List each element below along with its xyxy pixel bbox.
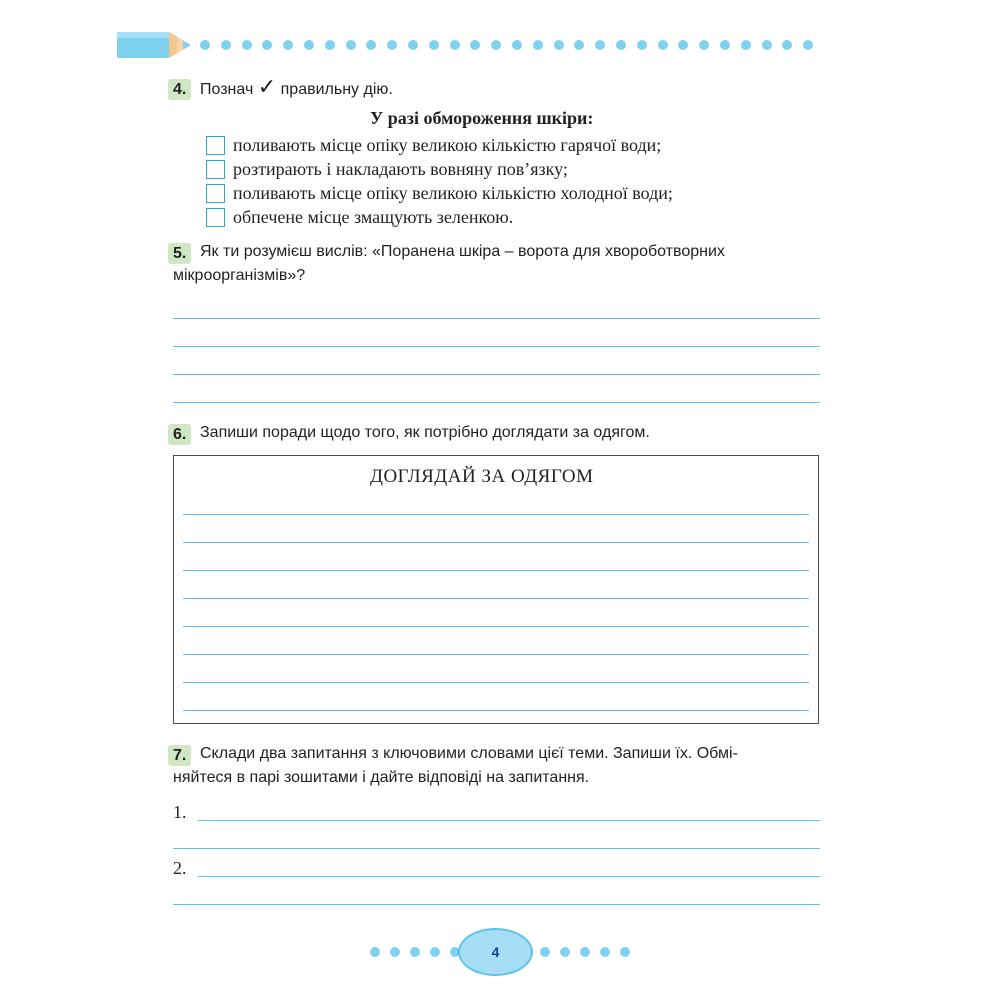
header-dot [304, 40, 314, 50]
task-4-instruction-after: правильну дію. [280, 81, 393, 98]
page-number [458, 928, 533, 976]
answer-line[interactable] [173, 904, 820, 905]
task-4-instruction [200, 76, 393, 102]
answer-line[interactable] [183, 514, 809, 515]
option-2 [206, 158, 568, 180]
header-dot [491, 40, 501, 50]
footer-dot [390, 947, 400, 957]
header-dot [658, 40, 668, 50]
option-4-checkbox[interactable] [206, 208, 225, 227]
answer-line[interactable] [198, 876, 820, 877]
check-mark-icon: ✓ [257, 75, 277, 100]
option-2-checkbox[interactable] [206, 160, 225, 179]
pencil-icon [117, 30, 205, 60]
task-6-text: Запиши поради щодо того, як потрібно доглядати за одягом. [200, 424, 650, 441]
answer-line[interactable] [173, 374, 820, 375]
answer-line[interactable] [183, 570, 809, 571]
care-advice-title: ДОГЛЯДАЙ ЗА ОДЯГОМ [370, 466, 594, 487]
task-4-number: 4. [168, 79, 191, 100]
header-dot [699, 40, 709, 50]
option-1-label: поливають місце опіку великою кількістю гарячої води; [233, 134, 662, 155]
header-dot [470, 40, 480, 50]
task-7-number: 7. [168, 745, 191, 766]
header-dot [262, 40, 272, 50]
option-3-checkbox[interactable] [206, 184, 225, 203]
header-dot [574, 40, 584, 50]
header-dot [325, 40, 335, 50]
answer-line[interactable] [173, 318, 820, 319]
answer-line[interactable] [183, 682, 809, 683]
option-4 [206, 206, 513, 228]
care-advice-box [173, 455, 819, 724]
option-2-label: розтирають і накладають вовняну пов’язку; [233, 158, 568, 179]
header-dot [803, 40, 813, 50]
answer-line[interactable] [183, 542, 809, 543]
task-5-line-2: мікроорганізмів»? [173, 267, 306, 284]
header-dot [387, 40, 397, 50]
header-dot [242, 40, 252, 50]
header-dot [595, 40, 605, 50]
task-7-line-2: няйтеся в парі зошитами і дайте відповіді на запитання. [173, 769, 590, 786]
option-4-label: обпечене місце змащують зеленкою. [233, 206, 514, 227]
option-3 [206, 182, 673, 204]
answer-line[interactable] [173, 402, 820, 403]
question-1-label: 1. [173, 802, 187, 822]
task-4-instruction-before: Познач [200, 81, 254, 98]
header-dot [346, 40, 356, 50]
header-dot [637, 40, 647, 50]
header-dots [200, 40, 840, 52]
header-dot [366, 40, 376, 50]
header-dot [200, 40, 210, 50]
footer-dot [430, 947, 440, 957]
task-7-line-1: Склади два запитання з ключовими словами цієї теми. Запиши їх. Обмі- [200, 745, 738, 762]
header-dot [678, 40, 688, 50]
header-dot [283, 40, 293, 50]
header-dot [512, 40, 522, 50]
option-1-checkbox[interactable] [206, 136, 225, 155]
footer-dot [560, 947, 570, 957]
header-dot [616, 40, 626, 50]
footer-dot [600, 947, 610, 957]
answer-line[interactable] [198, 820, 820, 821]
header-dot [408, 40, 418, 50]
answer-line[interactable] [173, 346, 820, 347]
option-3-label: поливають місце опіку великою кількістю холодної води; [233, 182, 673, 203]
header-dot [782, 40, 792, 50]
footer-dot [410, 947, 420, 957]
footer-dot [370, 947, 380, 957]
answer-line[interactable] [183, 710, 809, 711]
task-5-line-1: Як ти розумієш вислів: «Поранена шкіра – ворота для хвороботворних [200, 243, 725, 260]
header-dot [554, 40, 564, 50]
header-dot [450, 40, 460, 50]
task-4-subtitle: У разі обмороження шкіри: [370, 108, 594, 128]
answer-line[interactable] [173, 848, 820, 849]
header-dot [720, 40, 730, 50]
header-dot [221, 40, 231, 50]
header-dot [762, 40, 772, 50]
answer-line[interactable] [183, 654, 809, 655]
footer-dot [540, 947, 550, 957]
answer-line[interactable] [183, 626, 809, 627]
footer-dot [580, 947, 590, 957]
answer-line[interactable] [183, 598, 809, 599]
header-dot [429, 40, 439, 50]
option-1 [206, 134, 661, 156]
task-6-number: 6. [168, 424, 191, 445]
question-2-label: 2. [173, 858, 187, 878]
header-dot [741, 40, 751, 50]
footer-dot [620, 947, 630, 957]
task-5-number: 5. [168, 243, 191, 264]
page-number-text: 4 [491, 944, 500, 960]
header-dot [533, 40, 543, 50]
